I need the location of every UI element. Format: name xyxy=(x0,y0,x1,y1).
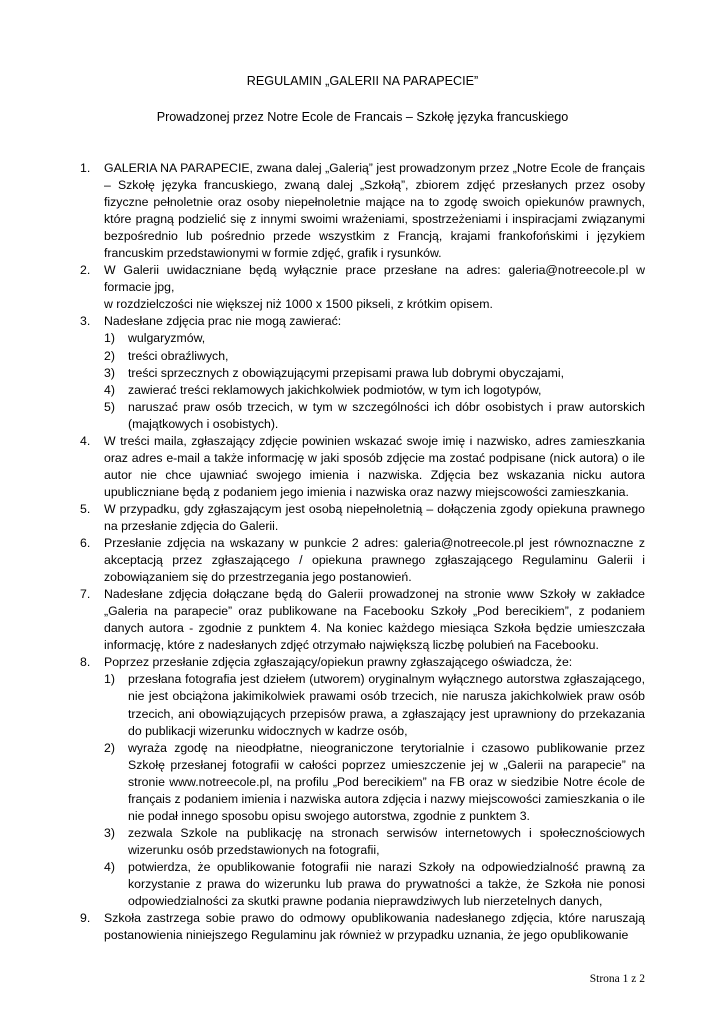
document-title: REGULAMIN „GALERII NA PARAPECIE” xyxy=(246,74,479,88)
rule-item-5 xyxy=(80,501,645,535)
rule-number: 6. xyxy=(80,536,91,551)
sub-item xyxy=(104,365,645,382)
sub-item-text: treści sprzecznych z obowiązującymi przepisami prawa lub dobrymi obyczajami, xyxy=(128,365,565,380)
rule-item-2 xyxy=(80,262,645,313)
sub-item xyxy=(104,859,645,910)
sub-item-number: 3) xyxy=(104,825,115,840)
sub-item-number: 4) xyxy=(104,859,115,874)
rule-text: Poprzez przesłanie zdjęcia zgłaszający/opiekun prawny zgłaszającego oświadcza, że: xyxy=(104,655,573,670)
rule-item-9 xyxy=(80,910,645,944)
sub-item-text: zezwala Szkole na publikację na stronach serwisów internetowych i społecznościowych wizerunku osób przedstawionych na fotografii, xyxy=(128,825,645,857)
sub-item xyxy=(104,740,645,825)
rule-item-3 xyxy=(80,313,645,432)
sub-item-text: wulgaryzmów, xyxy=(128,331,206,346)
sub-item-text: przesłana fotografia jest dziełem (utworem) oryginalnym wyłącznego autorstwa zgłaszającego, nie jest obciążona jakimikolwiek prawami osób trzecich, nie narusza jakichkolwiek praw osób trzecich, ani obowiązujących przepisów prawa, a zgłaszający jest uprawniony do przekazania do publikacji wizerunku widocznych w kadrze osób, xyxy=(128,672,645,738)
sub-item-text: treści obraźliwych, xyxy=(128,348,229,363)
sub-item-text: naruszać praw osób trzecich, w tym w szczególności ich dóbr osobistych i praw autorskich (majątkowych i osobistych). xyxy=(128,399,645,431)
rule-number: 5. xyxy=(80,501,91,516)
page-number: Strona 1 z 2 xyxy=(589,973,645,985)
rule-item-8 xyxy=(80,654,645,910)
sub-item-number: 5) xyxy=(104,399,115,414)
sub-item-text: wyraża zgodę na nieodpłatne, nieograniczone terytorialnie i czasowo publikowanie przez Szkołę przesłanej fotografii w całości poprzez umieszczenie jej w „Galerii na parapecie” na stronie www.notreecole.pl, na profilu „Pod berecikiem” na FB oraz w siedzibie Notre école de français z podaniem imienia i nazwiska autora zdjęcia i nazwy miejscowości zamieszkania o ile nie podał innego sposobu opisu swojego autorstwa, zgodnie z punktem 3. xyxy=(128,740,645,823)
rule-number: 9. xyxy=(80,911,91,926)
rule-text: W treści maila, zgłaszający zdjęcie powinien wskazać swoje imię i nazwisko, adres zamieszkania oraz adres e-mail a także informację w jaki sposób zdjęcie ma zostać podpisane (nick autora) o ile autor nie chce ujawniać swojego imienia i nazwiska. Zdjęcia bez wskazania nicku autora upubliczniane będą z podaniem jego imienia i nazwiska oraz nazwy miejscowości zamieszkania. xyxy=(104,433,645,499)
rules-list xyxy=(80,160,645,944)
rule-text: Przesłanie zdjęcia na wskazany w punkcie 2 adres: galeria@notreecole.pl jest równoznaczne z akceptacją przez zgłaszającego / opiekuna prawnego zgłaszającego Regulaminu Galerii i zobowiązaniem się do przestrzegania jego postanowień. xyxy=(104,536,645,585)
rule-number: 8. xyxy=(80,655,91,670)
rule-text: GALERIA NA PARAPECIE, zwana dalej „Galerią” jest prowadzonym przez „Notre Ecole de français – Szkołę języka francuskiego, zwaną dalej „Szkołą”, zbiorem zdjęć przesłanych przez osoby fizyczne pełnoletnie oraz osoby niepełnoletnie mające na to zgodę swoich opiekunów prawnych, które pragną podzielić się z innymi swoimi wrażeniami, spostrzeżeniami i inspiracjami związanymi bezpośrednio lub pośrednio przede wszystkim z Francją, krajami frankofońskimi i językiem francuskim przedstawionymi w formie zdjęć, grafik i rysunków. xyxy=(104,161,645,261)
rule-text: W Galerii uwidaczniane będą wyłącznie prace przesłane na adres: galeria@notreecole.pl w formacie jpg, xyxy=(104,263,645,295)
sub-item-text: zawierać treści reklamowych jakichkolwiek podmiotów, w tym ich logotypów, xyxy=(128,382,542,397)
rule-item-6 xyxy=(80,535,645,586)
sub-item-number: 1) xyxy=(104,672,115,687)
sub-item xyxy=(104,348,645,365)
rule-number: 7. xyxy=(80,587,91,602)
rule-text: W przypadku, gdy zgłaszającym jest osobą niepełnoletnią – dołączenia zgody opiekuna prawnego na przesłanie zdjęcia do Galerii. xyxy=(104,501,645,533)
rule-text-continuation: w rozdzielczości nie większej niż 1000 x 1500 pikseli, z krótkim opisem. xyxy=(104,297,493,312)
rule-item-1 xyxy=(80,160,645,262)
sub-item xyxy=(104,825,645,859)
rule-text: Nadesłane zdjęcia dołączane będą do Galerii prowadzonej na stronie www Szkoły w zakładce „Galeria na parapecie” oraz publikowane na Facebooku Szkoły „Pod berecikiem”, z podaniem danych autora - zgodnie z punktem 4. Na koniec każdego miesiąca Szkoła będzie umieszczała informację, które z nadesłanych zdjęć otrzymało największą liczbę polubień na Facebooku. xyxy=(104,587,645,653)
sub-item-number: 1) xyxy=(104,331,115,346)
sub-item xyxy=(104,671,645,739)
sub-item-text: potwierdza, że opublikowanie fotografii nie narazi Szkoły na odpowiedzialność prawną za korzystanie z prawa do wizerunku lub prawa do prywatności a także, że Szkoła nie ponosi odpowiedzialności za skutki prawne podania nieprawdziwych lub nierzetelnych danych, xyxy=(128,859,645,909)
rule-item-7 xyxy=(80,586,645,654)
rule-number: 4. xyxy=(80,433,91,448)
sub-item-number: 2) xyxy=(104,348,115,363)
rule-number: 1. xyxy=(80,161,91,175)
sub-item-number: 4) xyxy=(104,382,115,397)
rule-number: 2. xyxy=(80,263,91,278)
sub-item xyxy=(104,399,645,433)
sub-item xyxy=(104,330,645,347)
rule-text: Nadesłane zdjęcia prac nie mogą zawierać: xyxy=(104,314,342,329)
sub-item xyxy=(104,382,645,399)
sub-item-number: 2) xyxy=(104,740,115,755)
sub-item-number: 3) xyxy=(104,365,115,380)
document-subtitle: Prowadzonej przez Notre Ecole de Francais – Szkołę języka francuskiego xyxy=(156,110,569,124)
rule-text: Szkoła zastrzega sobie prawo do odmowy opublikowania nadesłanego zdjęcia, które naruszają postanowienia niniejszego Regulaminu jak również w przypadku uznania, że jego opublikowanie xyxy=(104,911,645,943)
rule-item-4 xyxy=(80,433,645,501)
rule-number: 3. xyxy=(80,314,91,329)
